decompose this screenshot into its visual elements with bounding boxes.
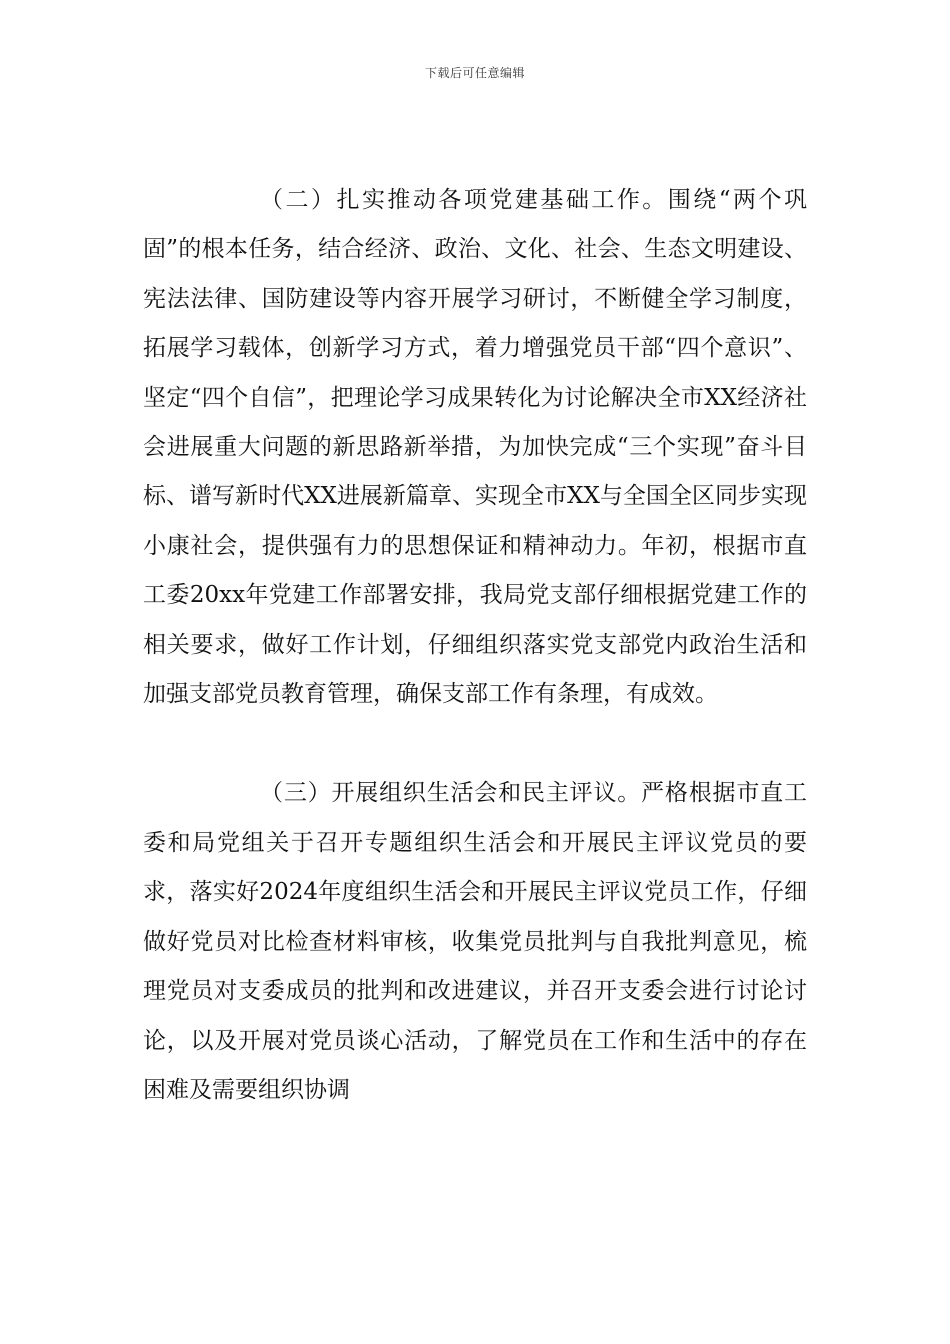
paragraph-organization-life-meeting: （三）开展组织生活会和民主评议。严格根据市直工委和局党组关于召开专题组织生活会和开展民主评议党员的要求，落实好2024年度组织生活会和开展民主评议党员工作，仔细做好党员对比检查材料审核，收集党员批判与自我批判意见，梳理党员对支委成员的批判和改进建议，并召开支委会进行讨论讨论，以及开展对党员谈心活动，了解党员在工作和生活中的存在困难及需要组织协调 <box>143 780 807 1103</box>
document-body <box>143 176 807 1115</box>
paragraph-basic-party-work: （二）扎实推动各项党建基础工作。围绕“两个巩固”的根本任务，结合经济、政治、文化、社会、生态文明建设、宪法法律、国防建设等内容开展学习研讨，不断健全学习制度，拓展学习载体，创新学习方式，着力增强党员干部“四个意识”、坚定“四个自信”，把理论学习成果转化为讨论解决全市XX经济社会进展重大问题的新思路新举措，为加快完成“三个实现”奋斗目标、谱写新时代XX进展新篇章、实现全市XX与全国全区同步实现小康社会，提供强有力的思想保证和精神动力。年初，根据市直工委20xx年党建工作部署安排，我局党支部仔细根据党建工作的相关要求，做好工作计划，仔细组织落实党支部党内政治生活和加强支部党员教育管理，确保支部工作有条理，有成效。 <box>143 187 807 708</box>
header-note: 下载后可任意编辑 <box>424 66 525 80</box>
